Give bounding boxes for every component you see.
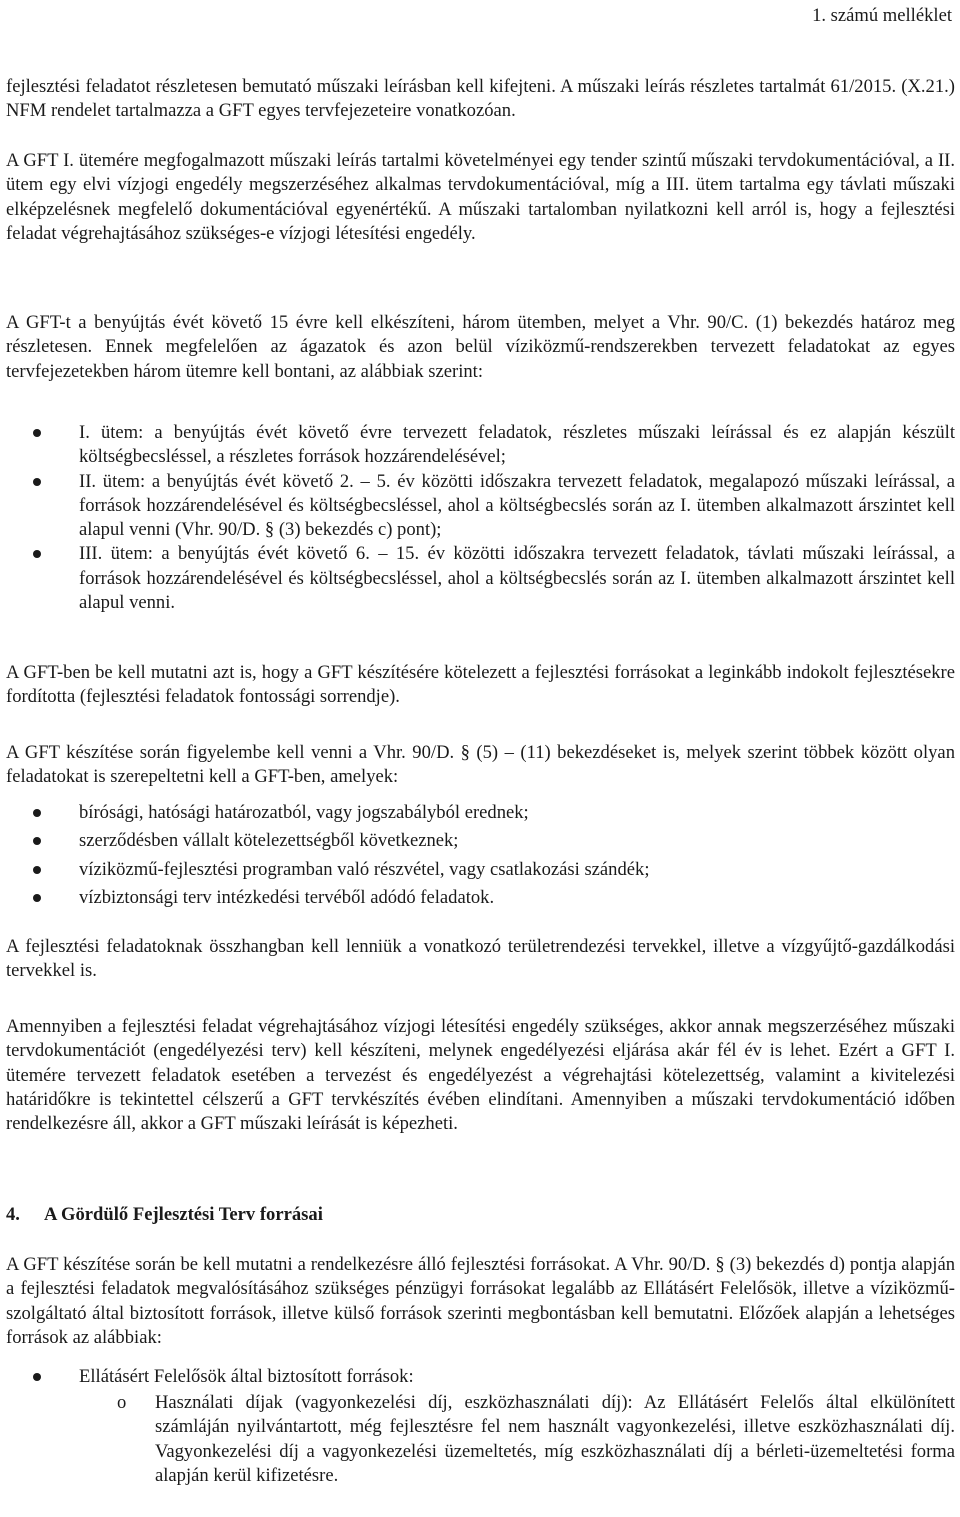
paragraph-priority: A GFT-ben be kell mutatni azt is, hogy a GFT készítésére kötelezett a fejlesztési forrásokat a leginkább indokolt fejlesztésekre fordította (fejlesztési feladatok fontossági sorrendje).	[6, 662, 955, 708]
paragraph-intro: fejlesztési feladatot részletesen bemutató műszaki leírásban kell kifejteni. A műszaki leírás részletes tartalmát 61/2015. (X.21.) NFM rendelet tartalmazza a GFT egyes tervfejezeteire vonatkozóan.	[6, 76, 955, 122]
sources-sublist	[6, 1391, 955, 1488]
list-item: I. ütem: a benyújtás évét követő évre tervezett feladatok, részletes műszaki leírással és ez alapján készült költségbecsléssel, a részletes források hozzárendelésével;	[6, 421, 955, 470]
list-item: vízbiztonsági terv intézkedési tervéből adódó feladatok.	[6, 886, 955, 910]
bullet-icon	[33, 809, 41, 817]
bullet-icon	[33, 894, 41, 902]
bullet-icon	[33, 866, 41, 874]
section-title: A Gördülő Fejlesztési Terv forrásai	[44, 1204, 323, 1225]
section-heading	[6, 1203, 955, 1227]
list-item: szerződésben vállalt kötelezettségből következnek;	[6, 829, 955, 853]
list-item: II. ütem: a benyújtás évét követő 2. – 5. év közötti időszakra tervezett feladatok, megalapozó műszaki leírással, a források hozzárendelésével és költségbecsléssel, ahol a költségbecslés során az I. ütemben alkalmazott árszintet kell alapul venni (Vhr. 90/D. § (3) bekezdés c) pont);	[6, 470, 955, 543]
requirements-list	[6, 801, 955, 910]
list-item: víziközmű-fejlesztési programban való részvétel, vagy csatlakozási szándék;	[6, 858, 955, 882]
bullet-icon	[33, 837, 41, 845]
paragraph-consistency: A fejlesztési feladatoknak összhangban kell lenniük a vonatkozó területrendezési tervekkel, illetve a vízgyűjtő-gazdálkodási tervekkel is.	[6, 936, 955, 982]
paragraph-phases-content: A GFT I. ütemére megfogalmazott műszaki leírás tartalmi követelményei egy tender szintű műszaki tervdokumentációval, a II. ütem egy elvi vízjogi engedély megszerzéséhez alkalmas tervdokumentációval, míg a III. ütem tartalma egy távlati műszaki elképzelésnek megfelelő dokumentációval egyenértékű. A műszaki tartalomban nyilatkozni kell arról is, hogy a fejlesztési feladat végrehajtásához szükséges-e vízjogi létesítési engedély.	[6, 150, 955, 244]
paragraph-sources: A GFT készítése során be kell mutatni a rendelkezésre álló fejlesztési forrásokat. A Vhr. 90/D. § (3) bekezdés d) pontja alapján a fejlesztési feladatok megvalósításához szükséges pénzügyi forrásokat legalább az Ellátásért Felelősök, illetve a víziközmű-szolgáltató által biztosított források, illetve külső források szerinti megbontásban kell bemutatni. Előzőek alapján a lehetséges források az alábbiak:	[6, 1254, 955, 1348]
list-item: III. ütem: a benyújtás évét követő 6. – 15. év közötti időszakra tervezett feladatok, távlati műszaki leírással, a források hozzárendelésével és költségbecsléssel, ahol a költségbecslés során az I. ütemben alkalmazott árszintet kell alapul venni.	[6, 542, 955, 615]
bullet-icon	[33, 1373, 41, 1381]
bullet-icon	[33, 550, 41, 558]
circle-bullet-icon: o	[117, 1392, 127, 1413]
bullet-icon	[33, 429, 41, 437]
sources-list	[6, 1365, 955, 1389]
annex-label: 1. számú melléklet	[812, 5, 952, 26]
list-item: o Használati díjak (vagyonkezelési díj, eszközhasználati díj): Az Ellátásért Felelős által elkülönített számláján nyilvántartott, még fejlesztésre fel nem használt vagyonkezelési, illetve eszközhasználati díj. Vagyonkezelési díj a vagyonkezelési üzemeltetés, míg eszközhasználati díj a bérleti-üzemeltetési forma alapján kerül kifizetésre.	[117, 1392, 955, 1486]
bullet-icon	[33, 478, 41, 486]
paragraph-permit: Amennyiben a fejlesztési feladat végrehajtásához vízjogi létesítési engedély szükséges, akkor annak megszerzéséhez műszaki tervdokumentációt (engedélyezési terv) kell készíteni, melynek engedélyezési eljárása akár fél év is lehet. Ezért a GFT I. ütemére tervezett feladatok esetében a tervezést és engedélyezést a végrehajtási kötelezettség, valamint a kivitelezési határidőkre is tekintettel célszerű a GFT tervkészítés évében elindítani. Amennyiben a műszaki tervdokumentáció időben rendelkezésre áll, akkor a GFT műszaki leírását is képezheti.	[6, 1016, 955, 1135]
paragraph-requirements: A GFT készítése során figyelembe kell venni a Vhr. 90/D. § (5) – (11) bekezdéseket is, melyek szerint többek között olyan feladatokat is szerepeltetni kell a GFT-ben, amelyek:	[6, 742, 955, 788]
list-item: bírósági, hatósági határozatból, vagy jogszabályból erednek;	[6, 801, 955, 825]
phase-list	[6, 421, 955, 615]
list-item: Ellátásért Felelősök által biztosított források:	[6, 1365, 955, 1389]
section-number: 4.	[6, 1204, 20, 1225]
paragraph-gft-timeline: A GFT-t a benyújtás évét követő 15 évre kell elkészíteni, három ütemben, melyet a Vhr. 90/C. (1) bekezdés határoz meg részletesen. Ennek megfelelően az ágazatok és azon belül víziközmű-rendszerekben tervezett feladatokat az egyes tervfejezetekben három ütemre kell bontani, az alábbiak szerint:	[6, 312, 955, 382]
